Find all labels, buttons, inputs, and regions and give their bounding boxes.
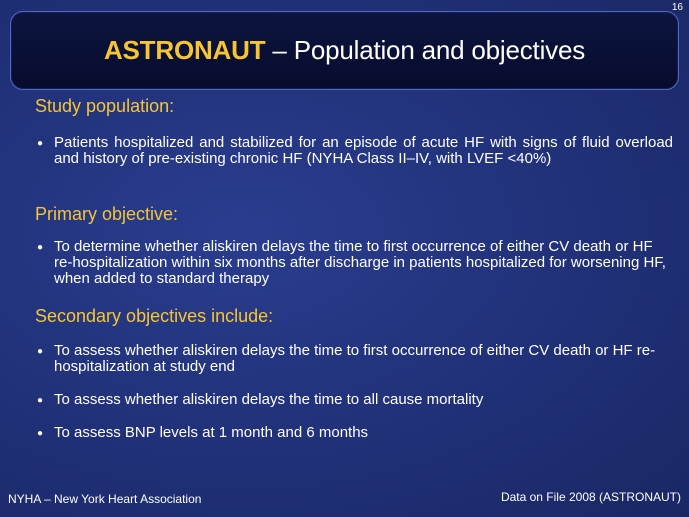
heading-secondary-objectives: Secondary objectives include: — [35, 306, 274, 326]
title-banner — [10, 11, 679, 90]
bullet-study-population — [37, 135, 673, 167]
bullet-icon: ● — [37, 346, 44, 357]
title-study-name: ASTRONAUT — [103, 35, 266, 65]
bullet-primary-objective — [37, 239, 673, 287]
title-subtitle: – Population and objectives — [265, 35, 586, 65]
slide-number: 16 — [671, 2, 683, 13]
bullet-icon: ● — [37, 138, 44, 149]
bullet-text: To assess whether aliskiren delays the time to first occurrence of either CV death or HF re-hospitalization at study end — [54, 342, 656, 375]
bullet-icon: ● — [37, 242, 44, 253]
footnote-abbreviation: NYHA – New York Heart Association — [8, 492, 202, 506]
heading-study-population: Study population: — [35, 96, 175, 116]
bullet-secondary-objective-2 — [37, 392, 673, 409]
slide-title — [104, 35, 585, 66]
bullet-text: Patients hospitalized and stabilized for an episode of acute HF with signs of fluid overload and history of pre-existing chronic HF (NYHA Class II–IV, with LVEF <40%) — [54, 134, 673, 167]
bullet-icon: ● — [37, 395, 44, 406]
bullet-icon: ● — [37, 428, 44, 439]
bullet-secondary-objective-3 — [37, 425, 673, 442]
footnote-source: Data on File 2008 (ASTRONAUT) — [500, 490, 681, 504]
bullet-text: To determine whether aliskiren delays the time to first occurrence of either CV death or HF re-hospitalization within six months after discharge in patients hospitalized for worsening HF, when added to standard therapy — [54, 238, 666, 287]
heading-primary-objective: Primary objective: — [35, 204, 179, 224]
bullet-text: To assess whether aliskiren delays the time to all cause mortality — [54, 391, 484, 408]
bullet-text: To assess BNP levels at 1 month and 6 months — [54, 424, 369, 441]
bullet-secondary-objective-1 — [37, 343, 673, 375]
